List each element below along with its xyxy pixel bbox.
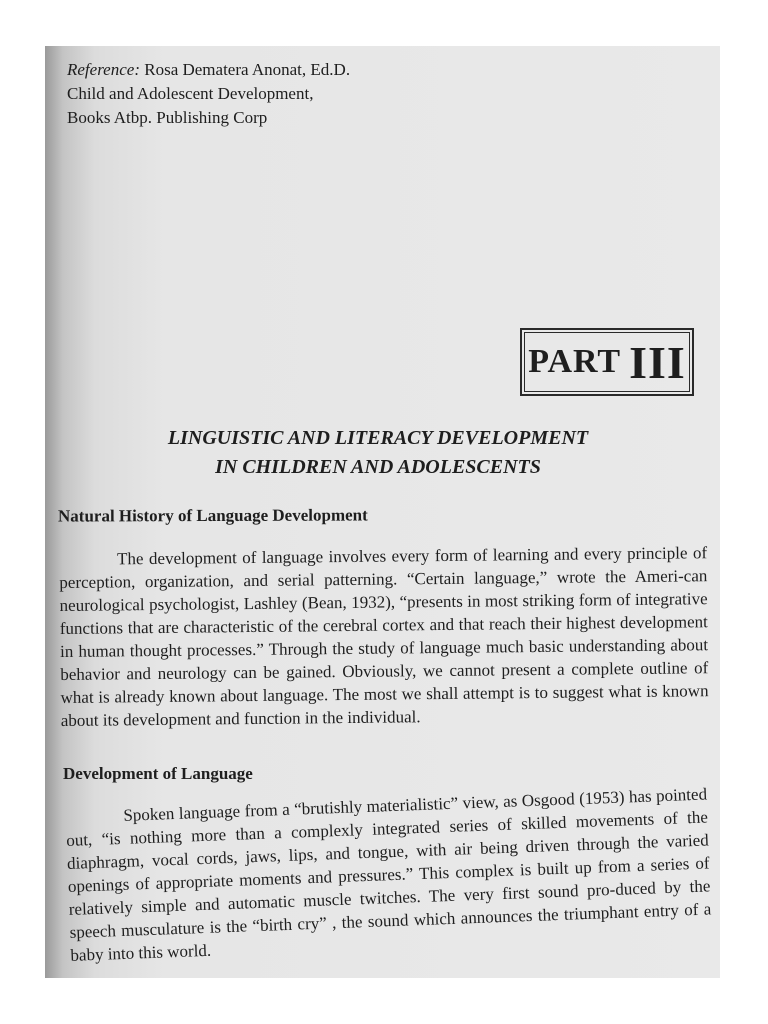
section-paragraph-development-of-language: Spoken language from a “brutishly materialistic” view, as Osgood (1953) has pointed out, “is nothing more than a complexly integrated series of skilled movements of the diaphragm, vocal cords, jaws, lips, and tongue, with air being driven through the varied openings of appropriate moments and pressures.” This complex is built up from a series of relatively simple and automatic muscle twitches. The very first sound pro-duced by the speech musculature is the “birth cry” , the sound which announces the triumphant entry of a baby into this world. — [65, 784, 712, 965]
reference-book-title: Child and Adolescent Development, — [67, 84, 314, 103]
book-page — [45, 46, 720, 978]
chapter-title-line-1: LINGUISTIC AND LITERACY DEVELOPMENT — [167, 427, 589, 449]
chapter-title-line-2: IN CHILDREN AND ADOLESCENTS — [215, 456, 541, 478]
section-paragraph-natural-history: The development of language involves every form of learning and every principle of perception, organization, and serial patterning. “Certain language,” wrote the Ameri-can neurological psychologist, Lashley (Bean, 1932), “presents in most striking form of integrative functions that are characteristic of the cerebral cortex and that reach their highest development in human thought processes.” Through the study of language much basic understanding about behavior and neurology can be gained. Obviously, we cannot present a complete outline of what is already known about language. The most we shall attempt is to suggest what is known about its development and function in the individual. — [59, 543, 709, 730]
reference-label: Reference: — [67, 60, 140, 79]
reference-line-1 — [67, 58, 350, 82]
reference-author: Rosa Dematera Anonat, Ed.D. — [144, 60, 351, 79]
section-heading-natural-history: Natural History of Language Development — [57, 505, 368, 526]
reference-block — [67, 58, 350, 130]
part-number: III — [629, 336, 686, 388]
reference-publisher: Books Atbp. Publishing Corp — [67, 108, 268, 127]
part-word: PART — [528, 343, 622, 380]
part-label-box — [520, 328, 694, 396]
section-heading-development-of-language: Development of Language — [63, 764, 253, 783]
chapter-title — [65, 424, 691, 482]
